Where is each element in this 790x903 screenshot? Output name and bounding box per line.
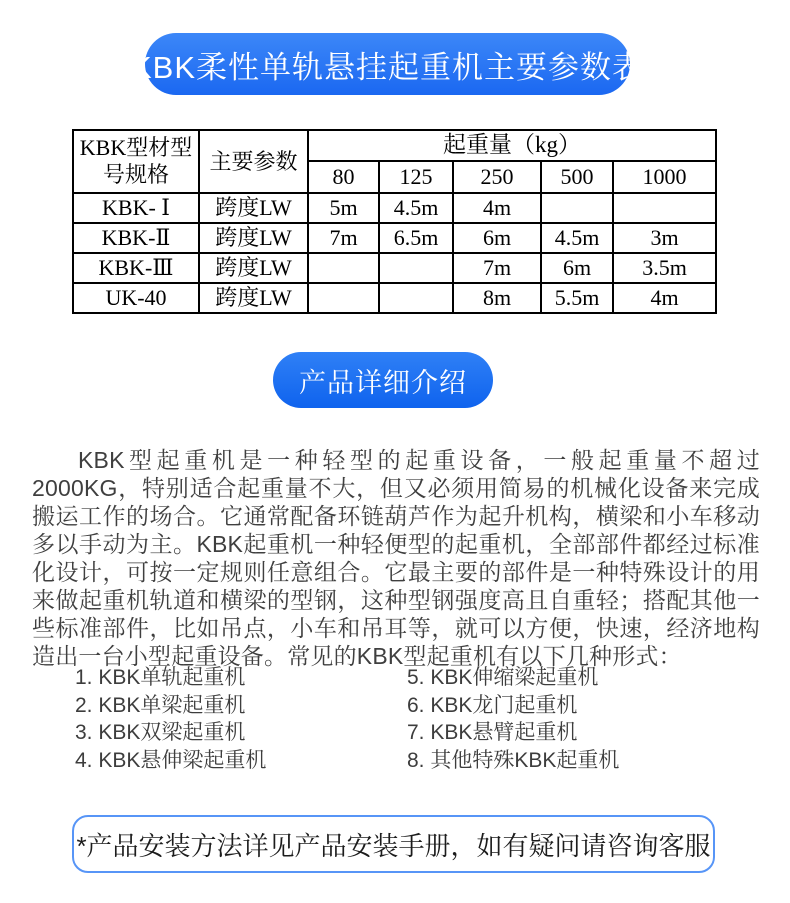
cell-param: 跨度LW xyxy=(199,283,308,313)
cell-value: 7m xyxy=(453,253,541,283)
product-intro-button-label: 产品详细介绍 xyxy=(299,367,467,398)
list-item: 4. KBK悬伸梁起重机 xyxy=(75,748,267,772)
cell-value: 4.5m xyxy=(541,223,613,253)
cell-value: 8m xyxy=(453,283,541,313)
cell-value: 3.5m xyxy=(613,253,716,283)
list-item: 2. KBK单梁起重机 xyxy=(75,693,246,717)
table-row-kbk-3 xyxy=(73,253,716,283)
cell-value: 4m xyxy=(453,193,541,223)
col-header-capacity-500: 500 xyxy=(541,161,613,193)
cell-value xyxy=(308,253,379,283)
list-item: 1. KBK单轨起重机 xyxy=(75,666,246,689)
cell-model: KBK-Ⅱ xyxy=(73,223,199,253)
page-title: KBK柔性单轨悬挂起重机主要参数表 xyxy=(130,49,645,85)
cell-param: 跨度LW xyxy=(199,223,308,253)
list-item: 3. KBK双梁起重机 xyxy=(75,721,246,744)
cell-value xyxy=(379,253,453,283)
col-header-main-param: 主要参数 xyxy=(199,130,308,193)
col-header-capacity-1000: 1000 xyxy=(613,161,716,193)
cell-value xyxy=(541,193,613,223)
cell-value: 3m xyxy=(613,223,716,253)
table-row-uk-40 xyxy=(73,283,716,313)
col-header-capacity-125: 125 xyxy=(379,161,453,193)
cell-value: 4m xyxy=(613,283,716,313)
cell-param: 跨度LW xyxy=(199,193,308,223)
col-header-capacity-80: 80 xyxy=(308,161,379,193)
cell-value: 5.5m xyxy=(541,283,613,313)
list-item: 6. KBK龙门起重机 xyxy=(407,693,578,717)
page-title-banner xyxy=(130,33,645,95)
cell-value: 5m xyxy=(308,193,379,223)
product-intro-button[interactable] xyxy=(273,352,493,408)
crane-type-list-right xyxy=(407,664,715,774)
list-item: 8. 其他特殊KBK起重机 xyxy=(407,748,620,772)
list-item: 5. KBK伸缩梁起重机 xyxy=(407,666,599,689)
installation-note-box xyxy=(72,815,715,873)
crane-type-list-left xyxy=(75,664,407,774)
product-intro-paragraph: KBK型起重机是一种轻型的起重设备，一般起重量不超过2000KG，特别适合起重量不大，但又必须用简易的机械化设备来完成搬运工作的场合。它通常配备环链葫芦作为起升机构，横梁和小车移动多以手动为主。KBK起重机一种轻便型的起重机，全部部件都经过标准化设计，可按一定规则任意组合。它最主要的部件是一种特殊设计的用来做起重机轨道和横梁的型钢，这种型钢强度高且自重轻；搭配其他一些标准部件，比如吊点，小车和吊耳等，就可以方便，快速，经济地构造出一台小型起重设备。常见的KBK型起重机有以下几种形式： xyxy=(32,447,760,669)
installation-note-text: *产品安装方法详见产品安装手册，如有疑问请咨询客服 xyxy=(76,830,711,861)
col-header-capacity-span: 起重量（kg） xyxy=(308,130,716,161)
cell-value: 6m xyxy=(453,223,541,253)
col-header-model-spec: KBK型材型号规格 xyxy=(73,130,199,193)
cell-model: KBK- Ⅰ xyxy=(73,193,199,223)
cell-value xyxy=(379,283,453,313)
col-header-capacity-250: 250 xyxy=(453,161,541,193)
table-row-kbk-2 xyxy=(73,223,716,253)
cell-value: 4.5m xyxy=(379,193,453,223)
table-row-kbk-1 xyxy=(73,193,716,223)
list-item: 7. KBK悬臂起重机 xyxy=(407,721,578,744)
crane-type-lists xyxy=(75,664,715,774)
cell-value: 6.5m xyxy=(379,223,453,253)
cell-param: 跨度LW xyxy=(199,253,308,283)
cell-model: UK-40 xyxy=(73,283,199,313)
cell-value xyxy=(308,283,379,313)
cell-value: 6m xyxy=(541,253,613,283)
cell-value: 7m xyxy=(308,223,379,253)
cell-model: KBK-Ⅲ xyxy=(73,253,199,283)
parameters-table xyxy=(72,129,717,314)
cell-value xyxy=(613,193,716,223)
parameters-table-container xyxy=(72,129,717,314)
